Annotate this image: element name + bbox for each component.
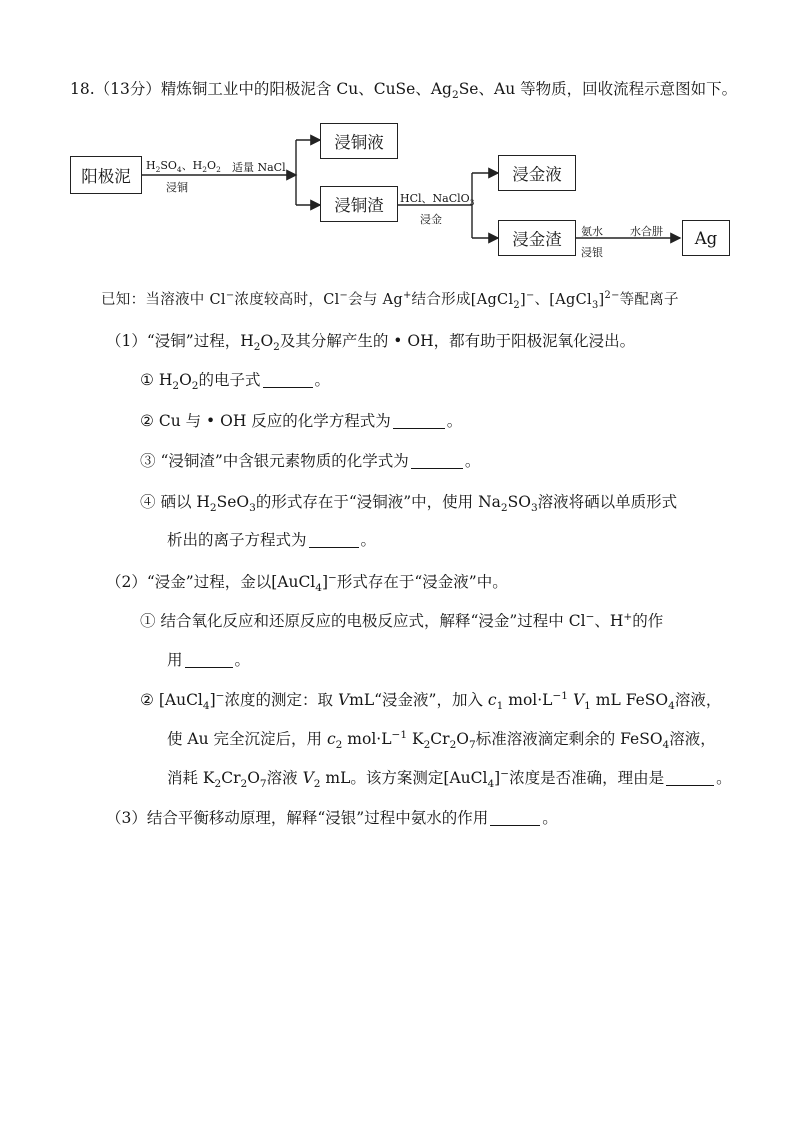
box-cu-leachate: 浸铜液 xyxy=(320,123,398,159)
box-anode-mud: 阳极泥 xyxy=(70,156,142,194)
question-points: （13分） xyxy=(94,80,161,98)
label-reagent-2: HCl、NaClO$_3$ xyxy=(400,192,475,208)
flowchart-arrows xyxy=(0,0,800,280)
label-reagent-1: $H_2SO_4$、$H_2O_2$ xyxy=(146,159,221,175)
part2-q2-line3: 消耗 $K_2Cr_2O_7$溶液 $V_2$ mL。该方案测定[AuCl$_4$]−浓度是否准确，理由是 。 xyxy=(167,767,732,791)
answer-blank[interactable] xyxy=(490,810,540,827)
part1-q2: ② Cu 与 • OH 反应的化学方程式为 。 xyxy=(140,412,463,430)
box-silver: Ag xyxy=(682,220,730,256)
answer-blank[interactable] xyxy=(411,453,463,470)
part2-q1: ① 结合氧化反应和还原反应的电极反应式，解释“浸金”过程中 Cl−、H+的作 xyxy=(140,610,664,630)
answer-blank[interactable] xyxy=(309,532,359,549)
answer-blank[interactable] xyxy=(393,413,445,430)
part2-q2: ② [AuCl$_4$]−浓度的测定：取 VmL“浸金液”，加入 $c_1$ $mol\cdot L^{-1}$ $V_1$ mL FeSO$_4$溶液， xyxy=(140,689,722,713)
label-step-3: 浸银 xyxy=(581,246,603,259)
part1-q1: ① $H_2O_2$的电子式 。 xyxy=(140,371,331,393)
part1-q3: ③ “浸铜渣”中含银元素物质的化学式为 。 xyxy=(140,452,481,470)
box-au-leachate: 浸金液 xyxy=(498,155,576,191)
label-step-1: 浸铜 xyxy=(166,181,188,194)
part1-q4-cont: 析出的离子方程式为 。 xyxy=(167,531,377,549)
answer-blank[interactable] xyxy=(666,770,714,787)
process-flowchart xyxy=(0,0,800,280)
label-nacl: 适量 NaCl xyxy=(232,161,286,174)
part2-q1-cont: 用 。 xyxy=(167,651,251,669)
part1-q4: ④ 硒以 $H_2SeO_3$的形式存在于“浸铜液”中，使用 $Na_2SO_3$溶液将硒以单质形式 xyxy=(140,493,678,515)
answer-blank[interactable] xyxy=(263,372,313,389)
part2-q2-line2: 使 Au 完全沉淀后，用 $c_2$ $mol\cdot L^{-1}$ $K_2Cr_2O_7$标准溶液滴定剩余的 FeSO$_4$溶液， xyxy=(167,728,716,752)
question-number: 18. xyxy=(70,80,95,98)
answer-blank[interactable] xyxy=(185,652,233,669)
part1-stem: （1）“浸铜”过程，$H_2O_2$及其分解产生的 • OH，都有助于阳极泥氧化浸出。 xyxy=(106,332,636,354)
box-au-residue: 浸金渣 xyxy=(498,220,576,256)
known-info: 已知：当溶液中 Cl−浓度较高时，Cl−会与 Ag+结合形成[AgCl$_2$]−、[AgCl$_3$]$^{2-}$等配离子 xyxy=(101,290,679,311)
part2-stem: （2）“浸金”过程，金以[AuCl$_4$]−形式存在于“浸金液”中。 xyxy=(106,571,508,595)
box-cu-residue: 浸铜渣 xyxy=(320,186,398,222)
label-step-2: 浸金 xyxy=(420,213,442,226)
part3: （3）结合平衡移动原理，解释“浸银”过程中氨水的作用 。 xyxy=(106,809,558,827)
question-header: 18.（13分）精炼铜工业中的阳极泥含 Cu、CuSe、$Ag_2Se$、Au 等物质，回收流程示意图如下。 xyxy=(70,80,738,102)
label-ammonia: 氨水 xyxy=(581,225,603,238)
label-hydrazine: 水合肼 xyxy=(630,225,663,238)
